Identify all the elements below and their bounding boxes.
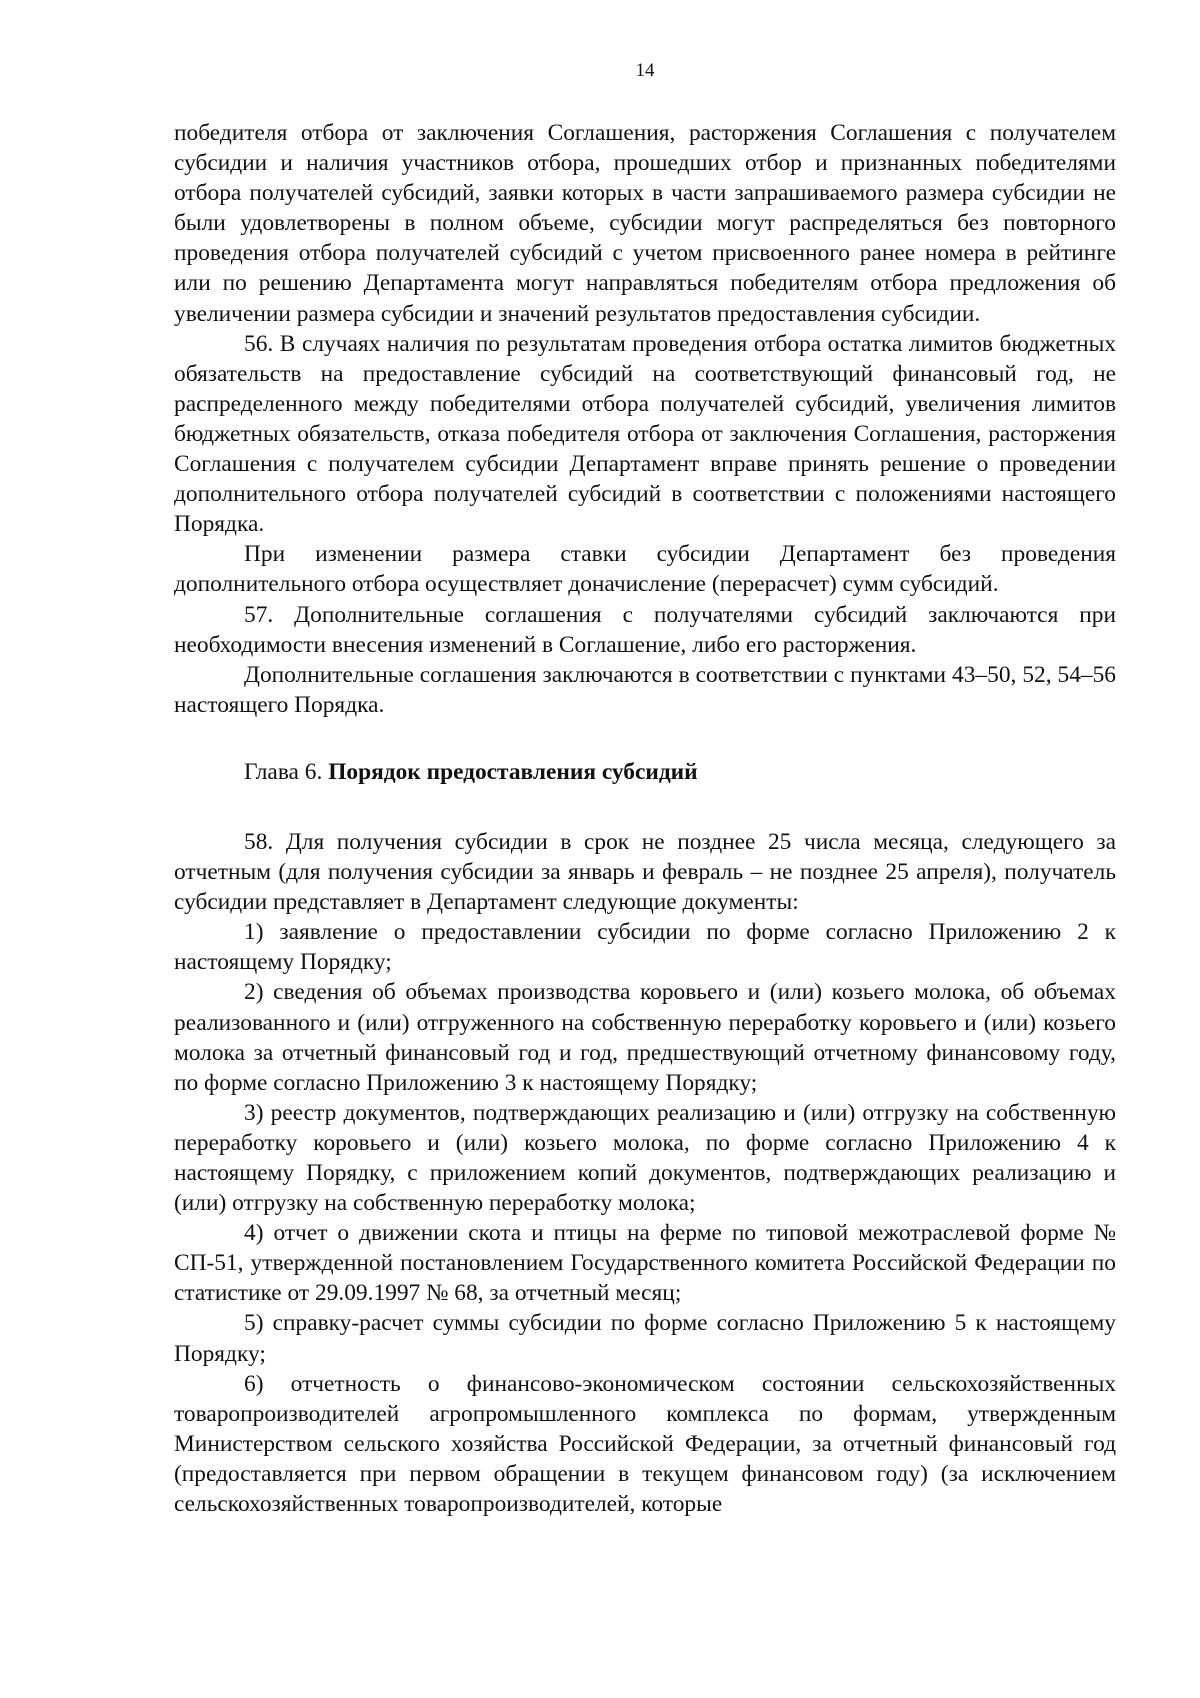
paragraph: 6) отчетность о финансово-экономическом состоянии сельскохозяйственных товаропроизводителей агропромышленного комплекса по формам, утвержденным Министерством сельского хозяйства Российской Федерации, за отчетный финансовый год (предоставляется при первом обращении в текущем финансовом году) (за исключением сельскохозяйственных товаропроизводителей, которые (174, 1370, 1116, 1518)
paragraph: победителя отбора от заключения Соглашения, расторжения Соглашения с получателем субсидии и наличия участников отбора, прошедших отбор и признанных победителями отбора получателей субсидий, заявки которых в части запрашиваемого размера субсидии не были удовлетворены в полном объеме, субсидии могут распределяться без повторного проведения отбора получателей субсидий с учетом присвоенного ранее номера в рейтинге или по решению Департамента могут направляться победителям отбора предложения об увеличении размера субсидии и значений результатов предоставления субсидии. (174, 120, 1116, 327)
paragraph: 2) сведения об объемах производства коровьего и (или) козьего молока, об объемах реализованного и (или) отгруженного на собственную переработку коровьего и (или) козьего молока за отчетный финансовый год и год, предшествующий отчетному финансовому году, по форме согласно Приложению 3 к настоящему Порядку; (174, 979, 1116, 1096)
paragraph: 56. В случаях наличия по результатам проведения отбора остатка лимитов бюджетных обязательств на предоставление субсидий на соответствующий финансовый год, не распределенного между победителями отбора получателей субсидий, увеличения лимитов бюджетных обязательств, отказа победителя отбора от заключения Соглашения, расторжения Соглашения с получателем субсидии Департамент вправе принять решение о проведении дополнительного отбора получателей субсидий в соответствии с положениями настоящего Порядка. (174, 330, 1116, 538)
document-body (174, 118, 1116, 1519)
chapter-title: Порядок предоставления субсидий (328, 758, 698, 785)
paragraphs-before-chapter (174, 118, 1116, 720)
paragraph: 58. Для получения субсидии в срок не позднее 25 числа месяца, следующего за отчетным (для получения субсидии за январь и февраль – не позднее 25 апреля), получатель субсидии представляет в Департамент следующие документы: (174, 828, 1116, 916)
chapter-heading (174, 757, 1116, 787)
paragraph: 4) отчет о движении скота и птицы на ферме по типовой межотраслевой форме № СП-51, утвержденной постановлением Государственного комитета Российской Федерации по статистике от 29.09.1997 № 68, за отчетный месяц; (174, 1220, 1116, 1307)
page-number: 14 (635, 60, 655, 81)
paragraph: Дополнительные соглашения заключаются в соответствии с пунктами 43–50, 52, 54–56 настоящего Порядка. (174, 661, 1116, 718)
paragraph: При изменении размера ставки субсидии Департамент без проведения дополнительного отбора осуществляет доначисление (перерасчет) сумм субсидий. (174, 541, 1116, 598)
paragraph: 5) справку-расчет суммы субсидии по форме согласно Приложению 5 к настоящему Порядку; (174, 1310, 1116, 1367)
chapter-prefix: Глава 6. (244, 758, 329, 785)
paragraph: 57. Дополнительные соглашения с получателями субсидий заключаются при необходимости внесения изменений в Соглашение, либо его расторжения. (174, 601, 1116, 658)
paragraphs-after-chapter (174, 827, 1116, 1519)
paragraph: 3) реестр документов, подтверждающих реализацию и (или) отгрузку на собственную переработку коровьего и (или) козьего молока, по форме согласно Приложению 4 к настоящему Порядку, с приложением копий документов, подтверждающих реализацию и (или) отгрузку на собственную переработку молока; (174, 1099, 1116, 1217)
paragraph: 1) заявление о предоставлении субсидии по форме согласно Приложению 2 к настоящему Порядку; (174, 919, 1116, 976)
